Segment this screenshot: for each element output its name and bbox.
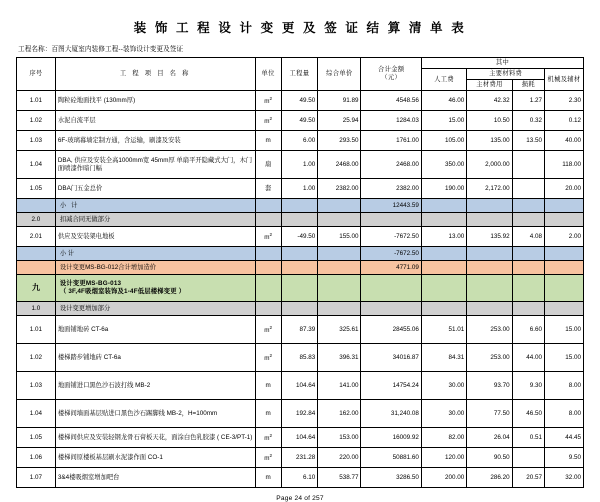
table-row [17, 111, 584, 131]
unit-superscript: 2 [269, 95, 273, 101]
cell-labor-cost: 105.00 [421, 131, 466, 151]
cell-quantity: 104.64 [281, 372, 318, 400]
cell-main-material-cost [467, 199, 512, 213]
cell-main-material-cost [467, 247, 512, 261]
cell-loss: 13.50 [512, 131, 544, 151]
cell-index: 1.03 [17, 372, 56, 400]
header-main-material-group: 主要材料费 [467, 69, 545, 80]
cell-index: 1.03 [17, 131, 56, 151]
cell-item-name: 扣减合同无做部分 [55, 213, 255, 227]
cell-machine-aux [545, 199, 584, 213]
cell-item-name: DBA门五金总价 [55, 179, 255, 199]
header-labor: 人工费 [421, 69, 466, 91]
cell-unit-price: 155.00 [318, 227, 361, 247]
cell-unit-price: 141.00 [318, 372, 361, 400]
cell-quantity [281, 261, 318, 275]
table-body [17, 91, 584, 488]
cell-total-amount [361, 275, 421, 302]
cell-unit-price: 220.00 [318, 448, 361, 468]
cell-unit-price: 25.94 [318, 111, 361, 131]
cell-total-amount: 50881.60 [361, 448, 421, 468]
cell-labor-cost: 200.00 [421, 468, 466, 488]
cost-estimate-table [16, 57, 584, 488]
cell-unit: $m^2$ [255, 227, 281, 247]
header-loss: 损耗 [512, 80, 544, 91]
cell-machine-aux: 0.12 [545, 111, 584, 131]
cell-machine-aux: 32.00 [545, 468, 584, 488]
header-quantity: 工程量 [281, 58, 318, 91]
cell-index: 1.06 [17, 448, 56, 468]
cell-total-amount: 34016.87 [361, 344, 421, 372]
cell-total-amount: 1761.00 [361, 131, 421, 151]
cell-main-material-cost: 135.92 [467, 227, 512, 247]
header-total-amount [361, 58, 421, 91]
cell-unit: $m^2$ [255, 344, 281, 372]
cell-machine-aux: 20.00 [545, 179, 584, 199]
table-row [17, 468, 584, 488]
cell-item-name: 地面铺进口黑色沙石波打线 MB-2 [55, 372, 255, 400]
cell-index: 1.07 [17, 468, 56, 488]
unit-superscript: 2 [269, 115, 273, 121]
header-total-amount-main: 合计金额 [378, 66, 405, 73]
cell-machine-aux: 8.00 [545, 400, 584, 428]
cell-labor-cost: 84.31 [421, 344, 466, 372]
cell-item-name [55, 275, 255, 302]
cell-index: 1.04 [17, 151, 56, 179]
cell-machine-aux [545, 247, 584, 261]
table-row [17, 213, 584, 227]
table-row [17, 179, 584, 199]
cell-quantity [281, 302, 318, 316]
table-row [17, 261, 584, 275]
cell-labor-cost [421, 261, 466, 275]
cell-labor-cost: 13.00 [421, 227, 466, 247]
cell-main-material-cost: 42.32 [467, 91, 512, 111]
cell-machine-aux: 40.00 [545, 131, 584, 151]
cell-index [17, 199, 56, 213]
cell-main-material-cost: 286.20 [467, 468, 512, 488]
cell-item-name-line1: 设计变更MS-BG-013 [59, 280, 122, 287]
cell-labor-cost [421, 275, 466, 302]
cell-item-name-line2: （ 3F,4F吸烟室装饰及1-4F低层楼梯变更 ） [59, 288, 186, 295]
cell-index: 九 [17, 275, 56, 302]
cell-labor-cost: 51.01 [421, 316, 466, 344]
cell-quantity: 87.39 [281, 316, 318, 344]
cell-total-amount: 4771.09 [361, 261, 421, 275]
cell-unit-price: 162.00 [318, 400, 361, 428]
cell-unit-price [318, 261, 361, 275]
cell-index [17, 261, 56, 275]
project-name-line: 工程名称：百图大厦室内装修工程--装饰设计变更及签证 [18, 46, 184, 53]
cell-quantity: 1.00 [281, 151, 318, 179]
cell-loss [512, 179, 544, 199]
cell-unit: 套 [255, 179, 281, 199]
cell-quantity: 85.83 [281, 344, 318, 372]
cell-loss [512, 448, 544, 468]
cell-labor-cost [421, 247, 466, 261]
cell-item-name: 楼梯间墙面基层贴进口黑色沙石踢脚线 MB-2，H=100mm [55, 400, 255, 428]
table-row [17, 131, 584, 151]
cell-loss [512, 275, 544, 302]
cell-total-amount: 31,240.08 [361, 400, 421, 428]
cell-quantity: 49.50 [281, 111, 318, 131]
cell-total-amount: 1284.03 [361, 111, 421, 131]
unit-superscript: 2 [269, 324, 273, 330]
cell-quantity [281, 247, 318, 261]
cell-main-material-cost: 2,172.00 [467, 179, 512, 199]
cell-total-amount [361, 213, 421, 227]
cell-unit-price: 293.50 [318, 131, 361, 151]
header-name: 工 程 项 目 名 称 [55, 58, 255, 91]
cell-total-amount [361, 302, 421, 316]
cell-total-amount: 16009.92 [361, 428, 421, 448]
cell-unit-price: 325.61 [318, 316, 361, 344]
cell-machine-aux: 15.00 [545, 344, 584, 372]
table-row [17, 227, 584, 247]
cell-quantity: 231.28 [281, 448, 318, 468]
cell-main-material-cost: 253.00 [467, 344, 512, 372]
header-index: 序号 [17, 58, 56, 91]
cell-machine-aux: 2.00 [545, 227, 584, 247]
cell-item-name: 设计变更MS-BG-012合计增加造价 [55, 261, 255, 275]
table-row [17, 344, 584, 372]
cell-labor-cost: 30.00 [421, 372, 466, 400]
cell-index [17, 247, 56, 261]
cell-labor-cost [421, 302, 466, 316]
table-row [17, 428, 584, 448]
cell-loss [512, 199, 544, 213]
cell-index: 1.0 [17, 302, 56, 316]
cell-quantity: 192.84 [281, 400, 318, 428]
table-row [17, 400, 584, 428]
cell-total-amount: 2382.00 [361, 179, 421, 199]
cell-total-amount: 28455.06 [361, 316, 421, 344]
cell-index: 1.01 [17, 316, 56, 344]
cell-item-name: DBA, 供应及安装全高1000mm宽 45mm厚 单扇平开隐藏式大门，木门面喷漆作暗门幅 [55, 151, 255, 179]
cell-index: 1.05 [17, 428, 56, 448]
cell-loss: 0.32 [512, 111, 544, 131]
cell-item-name: 水泥自流平层 [55, 111, 255, 131]
cell-unit: $m^2$ [255, 316, 281, 344]
cell-labor-cost: 350.00 [421, 151, 466, 179]
cell-loss [512, 247, 544, 261]
cell-loss: 6.60 [512, 316, 544, 344]
cell-labor-cost: 46.00 [421, 91, 466, 111]
unit-superscript: 2 [269, 432, 273, 438]
cell-unit: m [255, 372, 281, 400]
cell-unit-price [318, 199, 361, 213]
cell-loss: 20.57 [512, 468, 544, 488]
cell-item-name: 3&4楼吸烟室增加吧台 [55, 468, 255, 488]
cell-labor-cost: 190.00 [421, 179, 466, 199]
cell-unit: 扇 [255, 151, 281, 179]
cell-item-name: 地面铺地砖 CT-6a [55, 316, 255, 344]
cell-unit: $m^2$ [255, 111, 281, 131]
cell-labor-cost [421, 213, 466, 227]
cell-main-material-cost [467, 261, 512, 275]
cell-machine-aux [545, 261, 584, 275]
cell-unit: m [255, 468, 281, 488]
cell-quantity [281, 213, 318, 227]
cell-quantity: 104.64 [281, 428, 318, 448]
cell-machine-aux: 15.00 [545, 316, 584, 344]
cell-quantity: 49.50 [281, 91, 318, 111]
cell-item-name: 设计变更增加部分 [55, 302, 255, 316]
cell-unit [255, 261, 281, 275]
cell-main-material-cost: 77.50 [467, 400, 512, 428]
cell-item-name: 供应及安装架电地板 [55, 227, 255, 247]
table-row [17, 372, 584, 400]
unit-superscript: 2 [269, 452, 273, 458]
cell-unit [255, 247, 281, 261]
table-row [17, 316, 584, 344]
cell-total-amount: 2468.00 [361, 151, 421, 179]
cell-total-amount: 3286.50 [361, 468, 421, 488]
cell-unit-price: 538.77 [318, 468, 361, 488]
cell-main-material-cost: 135.00 [467, 131, 512, 151]
cell-unit [255, 199, 281, 213]
cell-machine-aux [545, 213, 584, 227]
cell-item-name: 楼梯间供应及安装轻钢龙骨石膏板天花，面涂白色乳胶漆 ( CE-3/PT-1) [55, 428, 255, 448]
cell-labor-cost: 30.00 [421, 400, 466, 428]
cell-unit [255, 302, 281, 316]
table-row [17, 302, 584, 316]
cell-labor-cost [421, 199, 466, 213]
cell-item-name: 小计 [55, 247, 255, 261]
cell-main-material-cost: 2,000.00 [467, 151, 512, 179]
table-row [17, 91, 584, 111]
header-among-which: 其中 [421, 58, 583, 69]
table-row [17, 247, 584, 261]
cell-unit-price: 2382.00 [318, 179, 361, 199]
cell-unit [255, 213, 281, 227]
cell-loss: 44.00 [512, 344, 544, 372]
cell-total-amount: 4548.56 [361, 91, 421, 111]
cell-machine-aux: 9.50 [545, 448, 584, 468]
cell-index: 1.02 [17, 344, 56, 372]
cell-total-amount: 14754.24 [361, 372, 421, 400]
cell-machine-aux: 8.00 [545, 372, 584, 400]
table-row [17, 199, 584, 213]
cell-loss [512, 302, 544, 316]
cell-quantity: 6.00 [281, 131, 318, 151]
cell-loss: 46.50 [512, 400, 544, 428]
cell-main-material-cost: 90.50 [467, 448, 512, 468]
cell-total-amount: -7672.50 [361, 247, 421, 261]
header-unit-price: 综合单价 [318, 58, 361, 91]
cell-machine-aux: 118.00 [545, 151, 584, 179]
unit-superscript: 2 [269, 352, 273, 358]
page-title: 装 饰 工 程 设 计 变 更 及 签 证 结 算 清 单 表 [133, 21, 467, 35]
cell-item-name: 楼梯踏步铺地砖 CT-6a [55, 344, 255, 372]
cell-unit: $m^2$ [255, 428, 281, 448]
cell-unit-price [318, 302, 361, 316]
header-total-amount-unit: （元） [381, 74, 402, 81]
cell-quantity [281, 275, 318, 302]
cell-total-amount: 12443.59 [361, 199, 421, 213]
cell-unit-price: 396.31 [318, 344, 361, 372]
cell-item-name: 楼梯间原楼板基层刷水泥漆作面 CO-1 [55, 448, 255, 468]
cell-labor-cost: 15.00 [421, 111, 466, 131]
cell-unit-price: 2468.00 [318, 151, 361, 179]
cell-index: 2.01 [17, 227, 56, 247]
document-page [0, 20, 600, 502]
cell-index: 2.0 [17, 213, 56, 227]
header-machine-aux: 机械及辅材 [545, 69, 584, 91]
cell-labor-cost: 82.00 [421, 428, 466, 448]
cell-labor-cost: 120.00 [421, 448, 466, 468]
cell-total-amount: -7672.50 [361, 227, 421, 247]
cell-quantity: -49.50 [281, 227, 318, 247]
cell-loss: 4.08 [512, 227, 544, 247]
cell-unit: $m^2$ [255, 91, 281, 111]
cell-unit: m [255, 400, 281, 428]
cell-unit-price [318, 247, 361, 261]
cell-machine-aux [545, 302, 584, 316]
cell-main-material-cost: 26.04 [467, 428, 512, 448]
cell-unit-price: 91.89 [318, 91, 361, 111]
cell-unit-price [318, 213, 361, 227]
cell-loss [512, 213, 544, 227]
cell-loss [512, 261, 544, 275]
cell-unit: $m^2$ [255, 448, 281, 468]
table-header [17, 58, 584, 91]
cell-quantity: 1.00 [281, 179, 318, 199]
table-row [17, 448, 584, 468]
cell-index: 1.01 [17, 91, 56, 111]
cell-loss [512, 151, 544, 179]
cell-index: 1.04 [17, 400, 56, 428]
cell-loss: 1.27 [512, 91, 544, 111]
cell-item-name: 陶粒砼地面找平 (130mm厚) [55, 91, 255, 111]
cell-unit: m [255, 131, 281, 151]
cell-machine-aux [545, 275, 584, 302]
cell-quantity [281, 199, 318, 213]
cell-machine-aux: 2.30 [545, 91, 584, 111]
cell-index: 1.02 [17, 111, 56, 131]
cell-main-material-cost [467, 302, 512, 316]
cell-main-material-cost [467, 275, 512, 302]
page-footer: Page 24 of 257 [276, 495, 324, 502]
cell-main-material-cost: 253.00 [467, 316, 512, 344]
cell-unit [255, 275, 281, 302]
cell-unit-price: 153.00 [318, 428, 361, 448]
cell-item-name: 6F-玻璃幕墙定制方通，含运输，刷漆及安装 [55, 131, 255, 151]
table-row [17, 151, 584, 179]
cell-main-material-cost [467, 213, 512, 227]
header-main-material: 主材费用 [467, 80, 512, 91]
cell-loss: 9.30 [512, 372, 544, 400]
cell-quantity: 6.10 [281, 468, 318, 488]
unit-superscript: 2 [269, 231, 273, 237]
cell-main-material-cost: 10.50 [467, 111, 512, 131]
cell-unit-price [318, 275, 361, 302]
cell-machine-aux: 44.45 [545, 428, 584, 448]
header-unit: 单位 [255, 58, 281, 91]
cell-main-material-cost: 93.70 [467, 372, 512, 400]
cell-index: 1.05 [17, 179, 56, 199]
cell-item-name: 小 计 [55, 199, 255, 213]
table-row [17, 275, 584, 302]
cell-loss: 0.51 [512, 428, 544, 448]
